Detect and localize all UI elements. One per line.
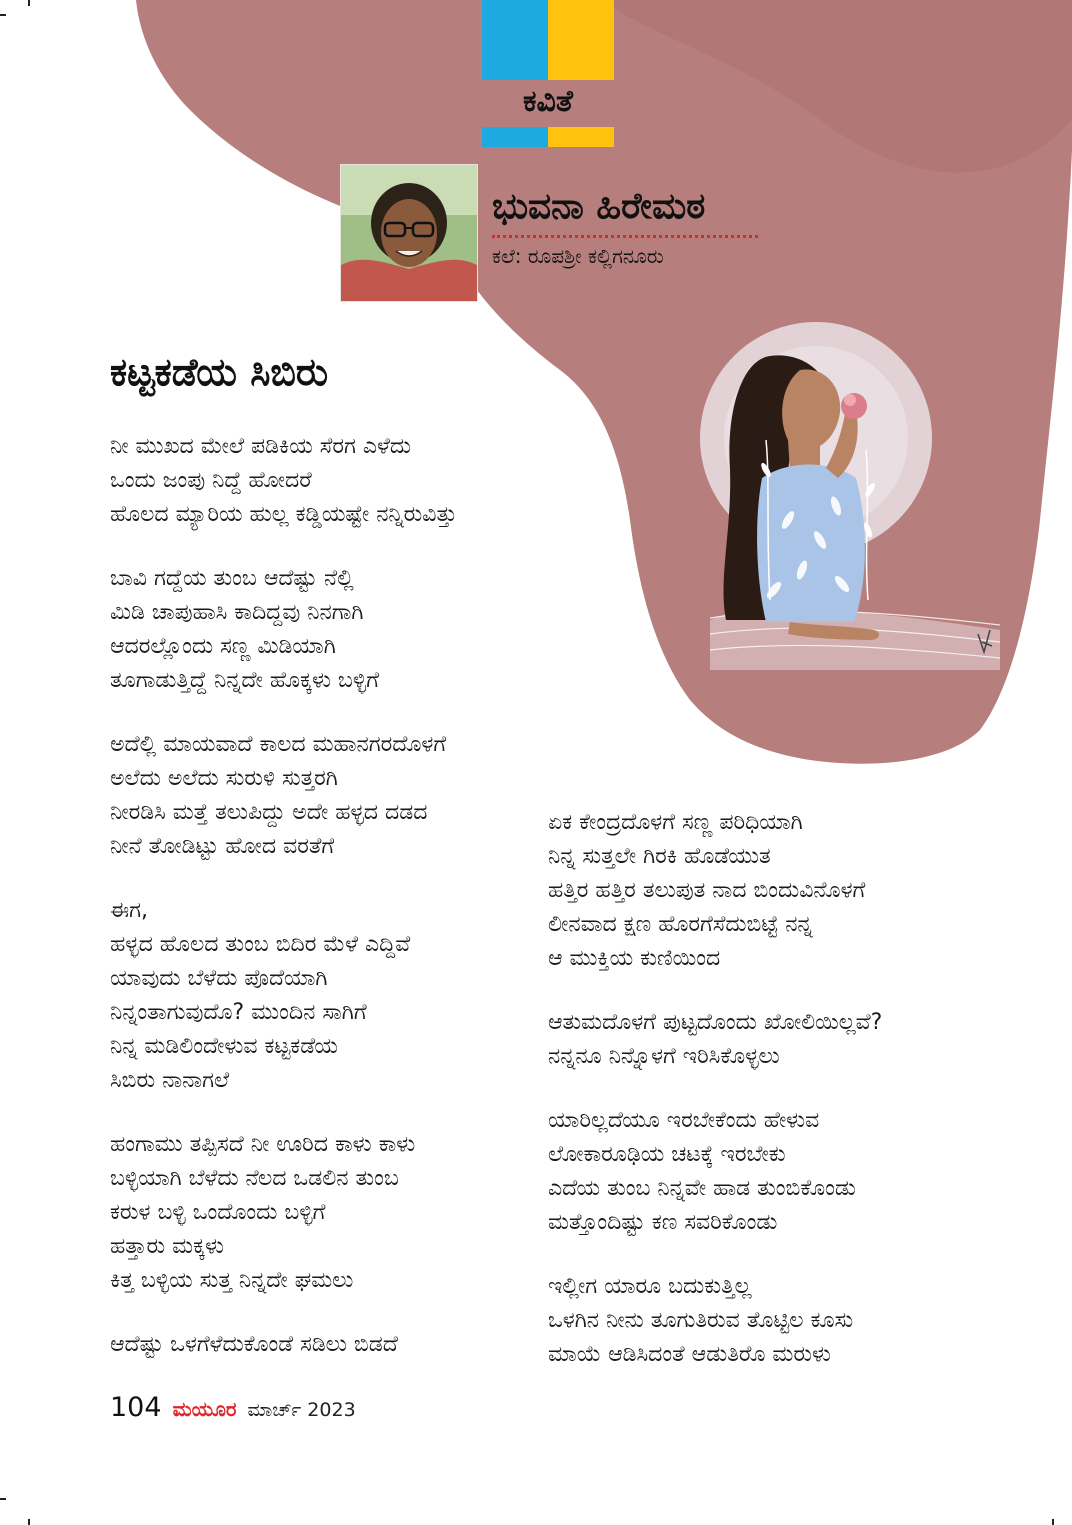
page-footer (110, 1392, 356, 1426)
page-number: 104 (110, 1392, 162, 1423)
stanza (110, 430, 560, 532)
poem-line: ಹಂಗಾಮು ತಪ್ಪಿಸದೆ ನೀ ಊರಿದ ಕಾಳು ಕಾಳು (110, 1132, 416, 1157)
poem-right-column (548, 806, 988, 1372)
stanza (110, 562, 560, 698)
author-photo (340, 164, 478, 302)
poem-line: ಮಾಯೆ ಆಡಿಸಿದಂತೆ ಆಡುತಿರೊ ಮರುಳು (548, 1342, 831, 1367)
poem-line: ಒಳಗಿನ ನೀನು ತೂಗುತಿರುವ ತೊಟ್ಟಿಲ ಕೂಸು (548, 1308, 854, 1333)
poem-line: ಅದೆಲ್ಲಿ ಮಾಯವಾದೆ ಕಾಲದ ಮಹಾನಗರದೊಳಗೆ (110, 732, 447, 757)
poem-title: ಕಟ್ಟಕಡೆಯ ಸಿಬಿರು (110, 350, 329, 394)
stanza (110, 728, 560, 864)
poem-line: ಹತ್ತಾರು ಮಕ್ಕಳು (110, 1234, 225, 1259)
stanza (110, 894, 560, 1098)
poem-line: ನಿನ್ನ ಮಡಿಲಿಂದೇಳುವ ಕಟ್ಟಕಡೆಯ (110, 1034, 338, 1059)
poem-line: ಲೋಕಾರೂಢಿಯ ಚಟಕ್ಕೆ ಇರಬೇಕು (548, 1142, 786, 1167)
poem-line: ಆದೆಷ್ಟು ಒಳಗೆಳೆದುಕೊಂಡೆ ಸಡಿಲು ಬಿಡದೆ (110, 1332, 398, 1357)
poem-line: ಹೊಲದ ಮ್ಯಾರಿಯ ಹುಲ್ಲ ಕಡ್ಡಿಯಷ್ಟೇ ನನ್ನಿರುವಿತ್ತು (110, 502, 457, 527)
stanza (548, 1104, 988, 1240)
poem-line: ಒಂದು ಜಂಪು ನಿದ್ದೆ ಹೋದರೆ (110, 468, 312, 493)
crop-mark (1052, 1519, 1054, 1525)
poem-line: ಮತ್ತೊಂದಿಷ್ಟು ಕಣ ಸವರಿಕೊಂಡು (548, 1210, 778, 1235)
crop-mark (0, 14, 6, 16)
woman-with-flower-illustration (670, 300, 1030, 680)
poem-line: ಮಿಡಿ ಚಾಪುಹಾಸಿ ಕಾದಿದ್ದವು ನಿನಗಾಗಿ (110, 600, 364, 625)
section-color-block-top (482, 0, 614, 80)
stanza (548, 1006, 988, 1074)
poem-line: ನನ್ನನೂ ನಿನ್ನೊಳಗೆ ಇರಿಸಿಕೊಳ್ಳಲು (548, 1044, 780, 1069)
poem-line: ಆದರಲ್ಲೊಂದು ಸಣ್ಣ ಮಿಡಿಯಾಗಿ (110, 634, 336, 659)
art-credit: ಕಲೆ: ರೂಪಶ್ರೀ ಕಲ್ಲಿಗನೂರು (492, 244, 664, 268)
author-divider (492, 235, 758, 238)
crop-mark (28, 0, 30, 6)
poem-line: ನೀ ಮುಖದ ಮೇಲೆ ಪಡಿಕಿಯ ಸೆರಗ ಎಳೆದು (110, 434, 412, 459)
poem-line: ಕಿತ್ತ ಬಳ್ಳಿಯ ಸುತ್ತ ನಿನ್ನದೇ ಘಮಲು (110, 1268, 354, 1293)
poem-line: ಲೀನವಾದ ಕ್ಷಣ ಹೊರಗೆಸೆದುಬಿಟ್ಟೆ ನನ್ನ (548, 912, 813, 937)
crop-mark (0, 1498, 6, 1500)
poem-line: ಅಲೆದು ಅಲೆದು ಸುರುಳಿ ಸುತ್ತರಗಿ (110, 766, 338, 791)
poem-line: ಏಕ ಕೇಂದ್ರದೊಳಗೆ ಸಣ್ಣ ಪರಿಧಿಯಾಗಿ (548, 810, 803, 835)
poem-line: ಆತುಮದೊಳಗೆ ಪುಟ್ಟದೊಂದು ಖೋಲಿಯಿಲ್ಲವೆ? (548, 1010, 883, 1035)
poem-line: ಸಿಬಿರು ನಾನಾಗಲೆ (110, 1068, 230, 1093)
poem-line: ನಿನ್ನ ಸುತ್ತಲೇ ಗಿರಕಿ ಹೊಡೆಯುತ (548, 844, 771, 869)
poem-line: ಎದೆಯ ತುಂಬ ನಿನ್ನವೇ ಹಾಡ ತುಂಬಿಕೊಂಡು (548, 1176, 856, 1201)
poem-line: ಈಗ, (110, 898, 148, 923)
poem-line: ಹಳ್ಳದ ಹೊಲದ ತುಂಬ ಬಿದಿರ ಮೆಳೆ ಎದ್ದಿವೆ (110, 932, 411, 957)
poem-line: ಇಲ್ಲೀಗ ಯಾರೂ ಬದುಕುತ್ತಿಲ್ಲ (548, 1274, 752, 1299)
stanza (548, 806, 988, 976)
section-color-block-bottom (482, 127, 614, 147)
issue-date: ಮಾರ್ಚ್ 2023 (247, 1399, 356, 1421)
poem-line: ಬಾವಿ ಗದ್ದೆಯ ತುಂಬ ಆದೆಷ್ಟು ನೆಲ್ಲಿ (110, 566, 354, 591)
poem-line: ಆ ಮುಕ್ತಿಯ ಕುಣಿಯಿಂದ (548, 946, 721, 971)
author-name: ಭುವನಾ ಹಿರೇಮಠ (492, 186, 706, 227)
poem-line: ಕರುಳ ಬಳ್ಳಿ ಒಂದೊಂದು ಬಳ್ಳಿಗೆ (110, 1200, 326, 1225)
crop-mark (28, 1519, 30, 1525)
poem-line: ಹತ್ತಿರ ಹತ್ತಿರ ತಲುಪುತ ನಾದ ಬಿಂದುವಿನೊಳಗೆ (548, 878, 866, 903)
poem-line: ನೀರಡಿಸಿ ಮತ್ತೆ ತಲುಪಿದ್ದು ಅದೇ ಹಳ್ಳದ ದಡದ (110, 800, 428, 825)
section-label: ಕವಿತೆ (523, 84, 573, 119)
poem-line: ಬಳ್ಳಿಯಾಗಿ ಬೆಳೆದು ನೆಲದ ಒಡಲಿನ ತುಂಬ (110, 1166, 399, 1191)
poem-line: ಯಾವುದು ಬೆಳೆದು ಪೊದೆಯಾಗಿ (110, 966, 328, 991)
poem-line: ನಿನ್ನಂತಾಗುವುದೊ? ಮುಂದಿನ ಸಾಗಿಗೆ (110, 1000, 367, 1025)
poem-line: ನೀನೆ ತೋಡಿಟ್ಟು ಹೋದ ವರತೆಗೆ (110, 834, 335, 859)
poem-line: ತೂಗಾಡುತ್ತಿದ್ದೆ ನಿನ್ನದೇ ಹೊಕ್ಕಳು ಬಳ್ಳಿಗೆ (110, 668, 379, 693)
poem-line: ಯಾರಿಲ್ಲದೆಯೂ ಇರಬೇಕೆಂದು ಹೇಳುವ (548, 1108, 820, 1133)
magazine-logo: ಮಯೂರ (172, 1397, 237, 1421)
poem-left-column (110, 430, 560, 1362)
stanza (110, 1128, 560, 1298)
stanza (548, 1270, 988, 1372)
stanza (110, 1328, 560, 1362)
